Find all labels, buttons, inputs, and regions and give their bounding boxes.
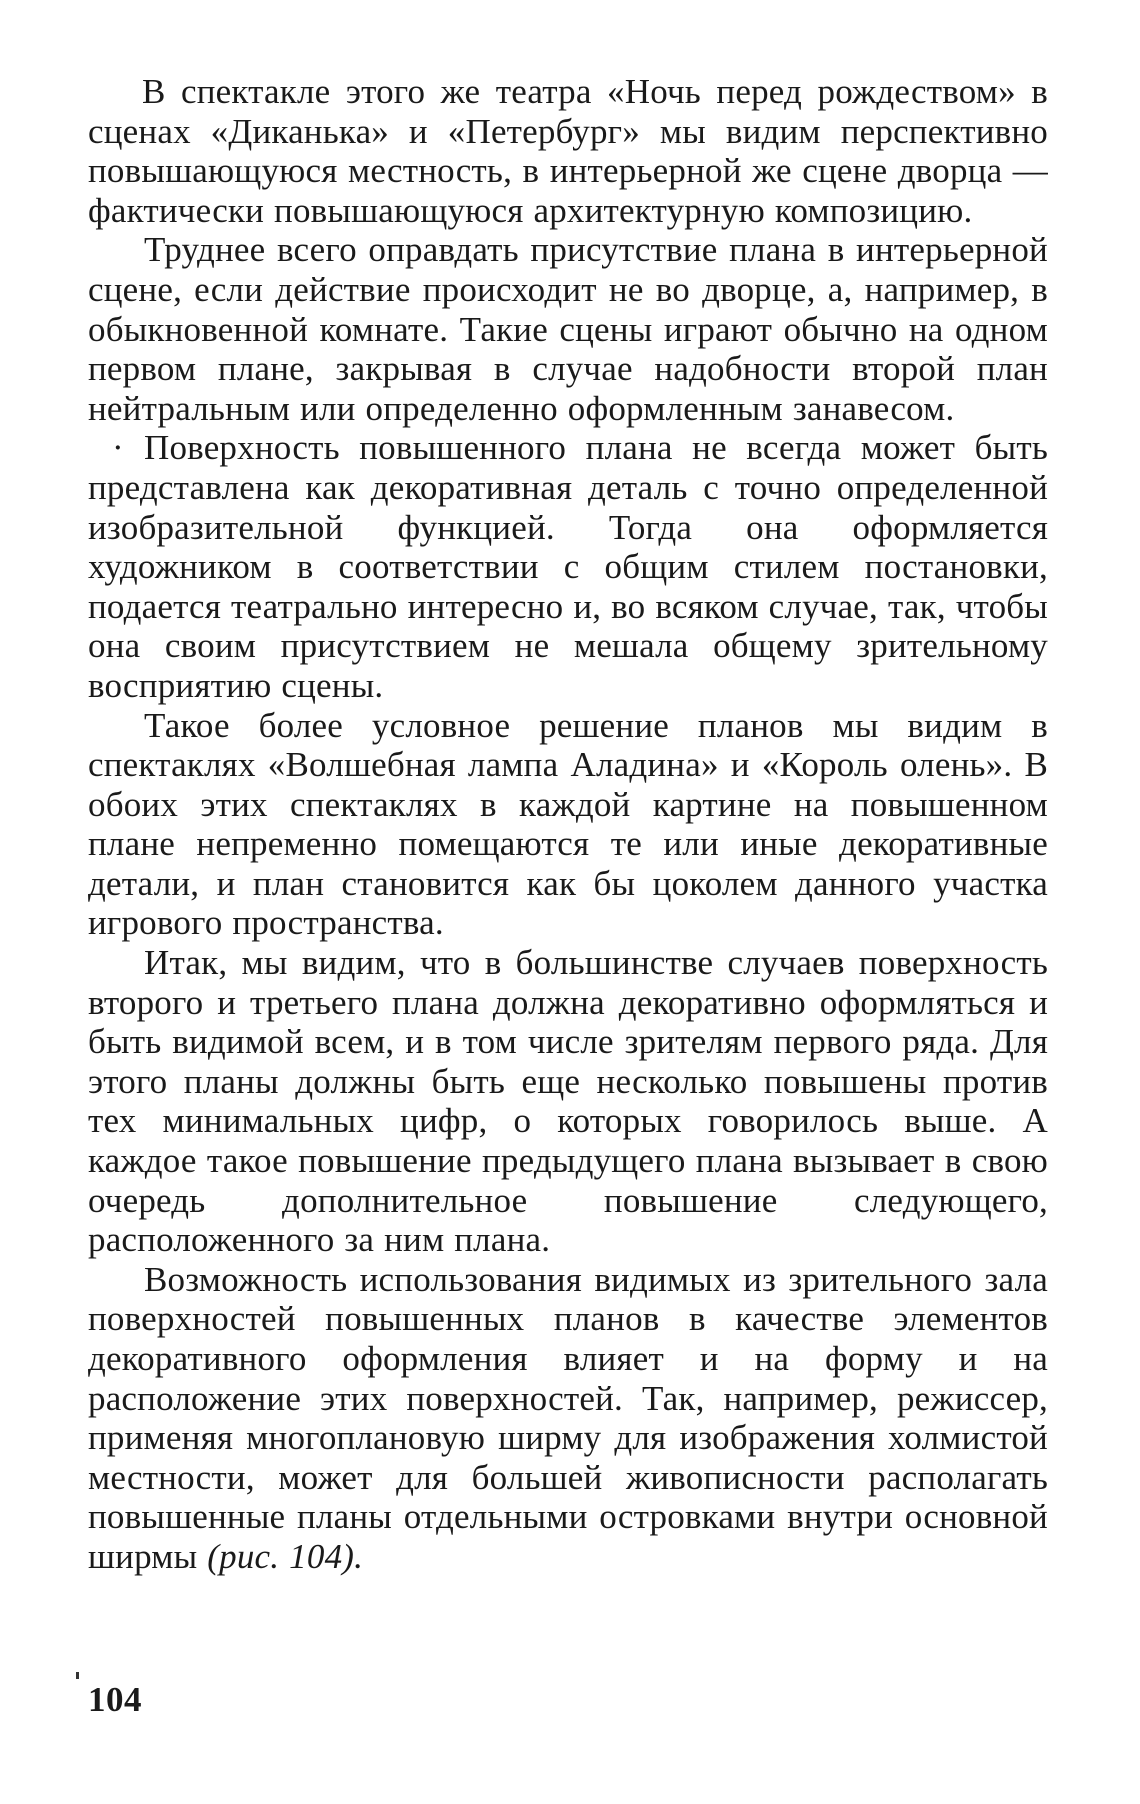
figure-reference: (рис. 104). — [207, 1536, 364, 1576]
paragraph-3-block — [88, 428, 1048, 705]
paragraph-3: Поверхность повышенного плана не всегда может быть представлена как декоративная деталь с точно определенной изобразительной функцией. Тогда она оформляется художником в соответствии с общим стилем постановки, подается театрально интересно и, во всяком случае, так, чтобы она своим присутствием не мешала общему зрительному восприятию сцены. — [88, 428, 1048, 705]
paragraph-5: Итак, мы видим, что в большинстве случаев поверхность второго и третьего плана должна декоративно оформляться и быть видимой всем, и в том числе зрителям первого ряда. Для этого планы должны быть еще несколько повышены против тех минимальных цифр, о которых говорилось выше. А каждое такое повышение предыдущего плана вызывает в свою очередь дополнительное повышение следующего, расположенного за ним плана. — [88, 943, 1048, 1260]
paragraph-1: В спектакле этого же театра «Ночь перед рождеством» в сценах «Диканька» и «Петербург» мы видим перспективно повышающуюся местность, в интерьерной же сцене дворца — фактически повышающуюся архитектурную композицию. — [88, 72, 1048, 230]
paragraph-6: Возможность использования видимых из зрительного зала поверхностей повышенных планов в качестве элементов декоративного оформления влияет и на форму и на расположение этих поверхностей. Так, например, режиссер, применяя многоплановую ширму для изображения холмистой местности, может для большей живописности располагать повышенные планы отдельными островками внутри основной ширмы — [88, 1259, 1048, 1576]
page-number: 104 — [88, 1680, 142, 1719]
paragraph-6-block — [88, 1260, 1048, 1577]
page-body — [88, 72, 1048, 1577]
page-number-tick — [76, 1672, 79, 1679]
paragraph-4: Такое более условное решение планов мы видим в спектаклях «Волшебная лампа Аладина» и «Король олень». В обоих этих спектаклях в каждой картине на повышенном плане непременно помещаются те или иные декоративные детали, и план становится как бы цоколем данного участка игрового пространства. — [88, 705, 1048, 943]
margin-dot-mark: · — [112, 428, 124, 468]
paragraph-2: Труднее всего оправдать присутствие плана в интерьерной сцене, если действие происходит не во дворце, а, например, в обыкновенной комнате. Такие сцены играют обычно на одном первом плане, закрывая в случае надобности второй план нейтральным или определенно оформленным занавесом. — [88, 230, 1048, 428]
